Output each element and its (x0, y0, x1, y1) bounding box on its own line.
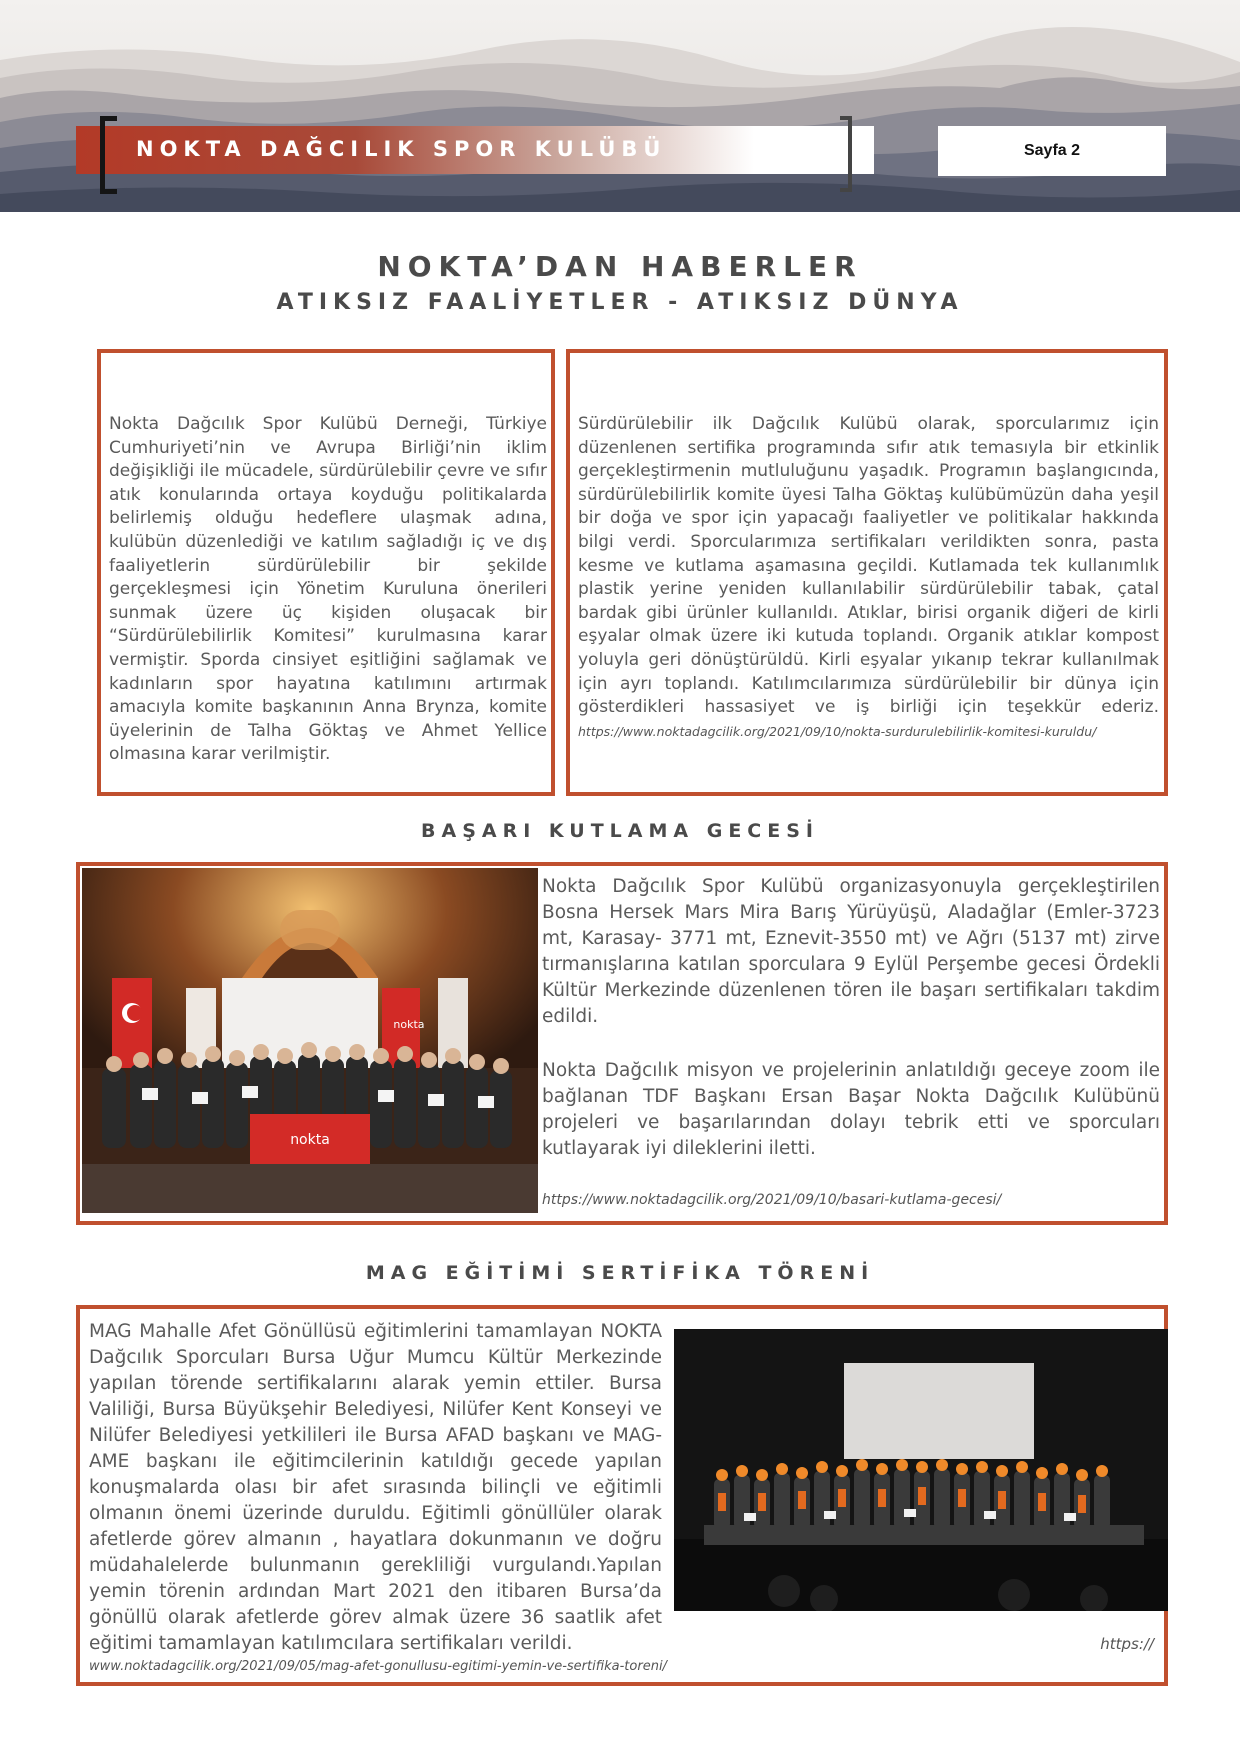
club-name: NOKTA DAĞCILIK SPOR KULÜBÜ (136, 137, 667, 161)
success-night-paragraph-2: Nokta Dağcılık misyon ve projelerinin anlatıldığı geceye zoom ile bağlanan TDF Başkanı Ersan Başar Nokta Dağcılık Kulübünü projeleri ve başarılarından dolayı tebrik etti ve sporcuları kutlayarak iyi dileklerini iletti. (542, 1060, 1160, 1159)
mag-ceremony-heading: MAG EĞİTİMİ SERTİFİKA TÖRENİ (365, 1262, 875, 1284)
mag-ceremony-photo (674, 1329, 1168, 1611)
committee-article-text: Nokta Dağcılık Spor Kulübü Derneği, Türkiye Cumhuriyeti’nin ve Avrupa Birliği’nin iklim değişikliği ile mücadele, sürdürülebilir çevre ve sıfır atık konularında ortaya koyduğu politikalarda belirlemiş olduğu hedeflere ulaşmak adına, kulübün düzenlediği ve katılım sağladığı iç ve dış faaliyetlerin sürdürülebilir bir şekilde gerçekleşmesi için Yönetim Kuruluna önerileri sunmak üzere üç kişiden oluşacak bir “Sürdürülebilirlik Komitesi” kurulmasına karar vermiştir. Sporda cinsiyet eşitliğini sağlamak ve kadınların spor hayatına katılımını artırmak amacıyla komite başkanının Anna Brynza, komite üyelerinin de Talha Göktaş ve Ahmet Yellice olmasına karar verilmiştir. (109, 414, 547, 765)
mag-link-part-1[interactable]: https:// (1100, 1635, 1154, 1653)
mag-ceremony-text (89, 1319, 662, 1657)
mag-ceremony-body: MAG Mahalle Afet Gönüllüsü eğitimlerini tamamlayan NOKTA Dağcılık Sporcuları Bursa Uğur Mumcu Kültür Merkezinde yapılan törende sertifikalarını alarak yemin ettiler. Bursa Valiliği, Bursa Büyükşehir Belediyesi, Nilüfer Kent Konseyi ve Nilüfer Belediyesi yetkilileri ile Bursa AFAD başkanı ve MAG-AME başkanı ile eğitimcilerinin katıldığı gecede yapılan konuşmalarda olası bir afet sırasında bilinçli ve eğitimli olmanın önemi üzerinde duruldu. Eğitimli gönüllüler olarak afetlerde görev almanın , hayatlara dokunmanın ve doğru müdahalelerde bulunmanın gerekliliği vurgulandı.Yapılan yemin törenin ardından Mart 2021 den itibaren Bursa’da gönüllü olarak afetlerde görev almak üzere 36 saatlik afet eğitimi tamamlayan katılımcılara sertifikaları verildi. (89, 1321, 662, 1654)
committee-article-box (97, 349, 555, 796)
header-banner (0, 0, 1240, 212)
right-bracket-decoration (840, 116, 852, 192)
mag-ceremony-box (76, 1305, 1168, 1686)
success-night-link[interactable]: https://www.noktadagcilik.org/2021/09/10/basari-kutlama-gecesi/ (542, 1192, 1002, 1208)
news-heading: NOKTA’DAN HABERLER (377, 250, 863, 283)
success-night-paragraph-1: Nokta Dağcılık Spor Kulübü organizasyonuyla gerçekleştirilen Bosna Hersek Mars Mira Barış Yürüyüşü, Aladağlar (Emler-3723 mt, Karasay- 3771 mt, Eznevit-3550 mt) ve Ağrı (5137 mt) zirve tırmanışlarına katılan sporculara 9 Eylül Perşembe gecesi Ördekli Kültür Merkezinde düzenlenen tören ile başarı sertifikaları takdim edildi. (542, 876, 1160, 1027)
page-number-box (938, 126, 1166, 176)
mag-link-part-2[interactable]: www.noktadagcilik.org/2021/09/05/mag-afet-gonullusu-egitimi-yemin-ve-sertifika-toreni/ (89, 1659, 667, 1674)
zero-waste-event-box (566, 349, 1168, 796)
zero-waste-event-text (578, 413, 1159, 743)
zero-waste-event-body: Sürdürülebilir ilk Dağcılık Kulübü olarak, sporcularımız için düzenlenen sertifika programında sıfır atık temasıyla bir etkinlik gerçekleştirmenin mutluluğunu yaşadık. Programın başlangıcında, sürdürülebilirlik komite üyesi Talha Göktaş kulübümüzün daha yeşil bir doğa ve spor için yapacağı faaliyetler ve politikalar hakkında bilgi verdi. Sporcularımıza sertifikaları verildikten sonra, pasta kesme ve kutlama aşamasına geçildi. Kutlamada tek kullanımlık plastik yerine yeniden kullanılabilir sürdürülebilir tabak, çatal bardak gibi ürünler kullanıldı. Atıklar, birisi organik diğeri de kirli eşyalar olmak üzere iki kutuda toplandı. Organik atıklar kompost yoluyla geri dönüştürüldü. Kirli eşyalar yıkanıp tekrar kullanılmak için ayrı toplandı. Katılımcılarımıza sürdürülebilir bir dünya için gösterdikleri hassasiyet ve iş birliği için teşekkür ederiz. (578, 414, 1159, 718)
zero-waste-subheading: ATIKSIZ FAALİYETLER - ATIKSIZ DÜNYA (276, 290, 964, 315)
mountain-landscape-graphic (0, 0, 1240, 212)
club-title-bar (76, 126, 874, 174)
success-night-box (76, 862, 1168, 1225)
success-night-photo (82, 868, 538, 1213)
success-night-heading: BAŞARI KUTLAMA GECESİ (421, 820, 819, 842)
page-label: Sayfa 2 (1023, 142, 1081, 159)
left-bracket-decoration (100, 116, 117, 194)
committee-article-link[interactable]: https://www.noktadagcilik.org/2021/09/10/nokta-surdurulebilirlik-komitesi-kuruldu/ (578, 723, 1097, 739)
flag-banner-text: nokta (393, 1018, 425, 1031)
table-banner-text: nokta (290, 1132, 330, 1148)
